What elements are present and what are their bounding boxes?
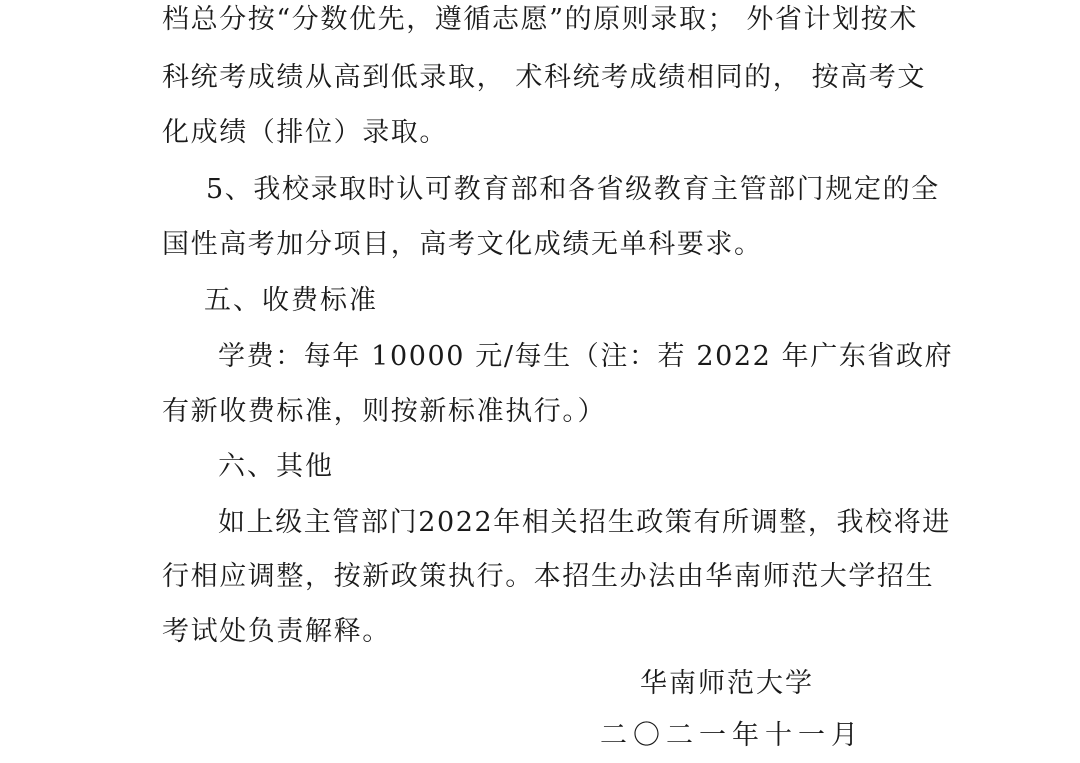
paragraph-line-12: 考试处负责解释。 <box>162 616 391 647</box>
paragraph-line-8: 有新收费标准，则按新标准执行。） <box>162 396 607 427</box>
signature-date: 二〇二一年十一月 <box>600 720 864 751</box>
paragraph-line-11: 行相应调整，按新政策执行。本招生办法由华南师范大学招生 <box>162 561 935 592</box>
section-heading-other: 六、其他 <box>218 451 334 482</box>
paragraph-line-3: 化成绩（排位）录取。 <box>162 117 448 148</box>
paragraph-line-4: 5、我校录取时认可教育部和各省级教育主管部门规定的全 <box>206 174 940 205</box>
paragraph-line-7: 学费：每年 10000 元/每生（注：若 2022 年广东省政府 <box>218 341 954 372</box>
section-heading-fees: 五、收费标准 <box>204 285 378 316</box>
paragraph-line-2: 科统考成绩从高到低录取， 术科统考成绩相同的， 按高考文 <box>162 62 926 93</box>
paragraph-line-5: 国性高考加分项目，高考文化成绩无单科要求。 <box>162 229 763 260</box>
paragraph-line-10: 如上级主管部门2022年相关招生政策有所调整，我校将进 <box>218 507 951 538</box>
signature-organization: 华南师范大学 <box>640 668 814 699</box>
paragraph-line-1: 档总分按“分数优先，遵循志愿”的原则录取； 外省计划按术 <box>162 4 918 35</box>
